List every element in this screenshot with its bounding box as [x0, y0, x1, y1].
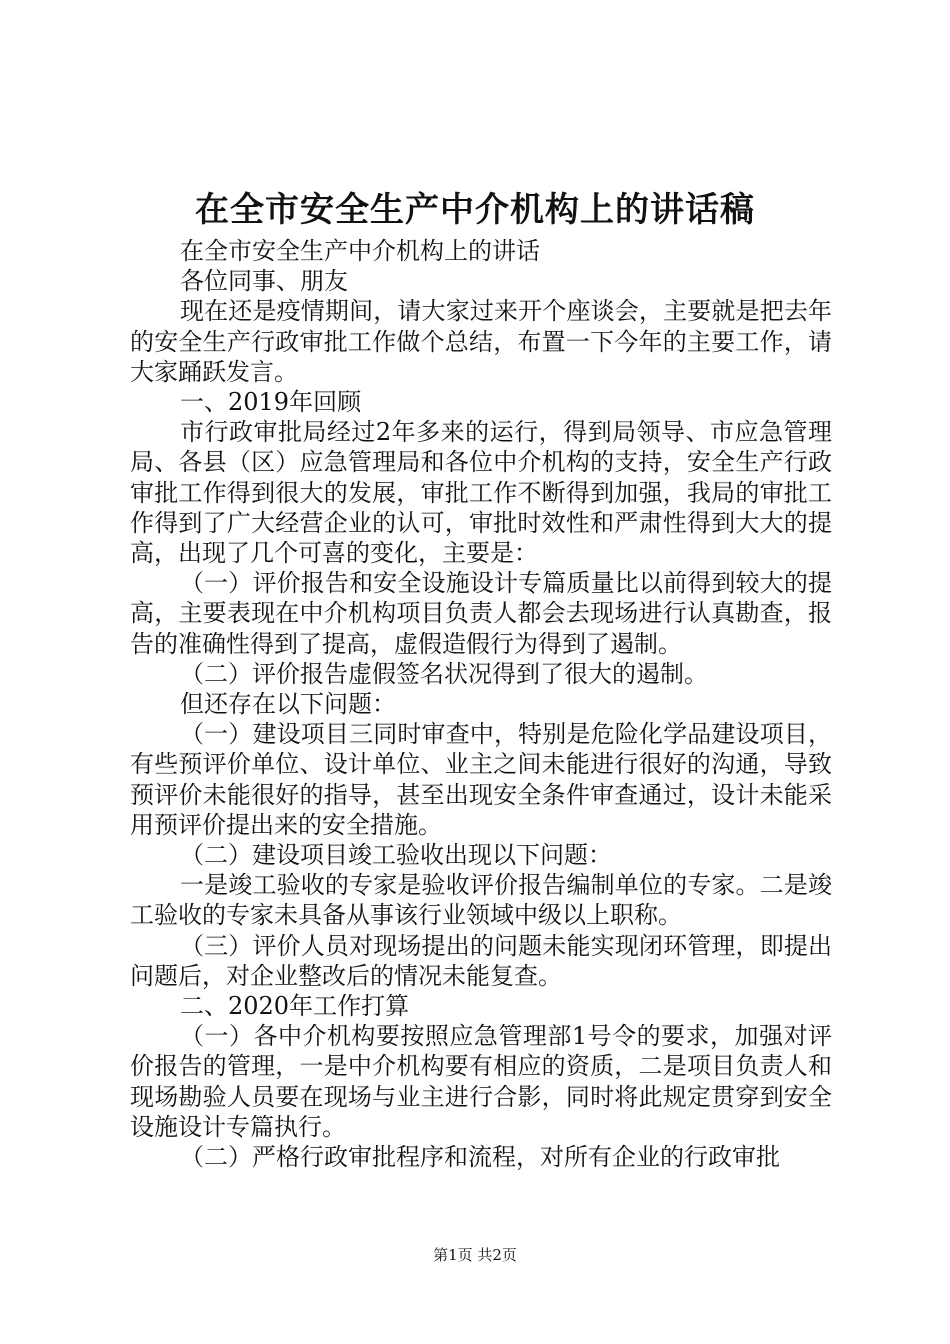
paragraph: 市行政审批局经过2年多来的运行，得到局领导、市应急管理局、各县（区）应急管理局和各位中介机构的支持，安全生产行政审批工作得到很大的发展，审批工作不断得到加强，我局的审批工作得到了广大经营企业的认可，审批时效性和严肃性得到大大的提高，出现了几个可喜的变化，主要是：	[130, 418, 832, 568]
paragraph: （一）各中介机构要按照应急管理部1号令的要求，加强对评价报告的管理，一是中介机构要有相应的资质，二是项目负责人和现场勘验人员要在现场与业主进行合影，同时将此规定贯穿到安全设施设计专篇执行。	[130, 1022, 832, 1141]
paragraph: （三）评价人员对现场提出的问题未能实现闭环管理，即提出问题后，对企业整改后的情况未能复查。	[130, 931, 832, 990]
paragraph: 在全市安全生产中介机构上的讲话	[180, 237, 540, 265]
paragraph: 现在还是疫情期间，请大家过来开个座谈会，主要就是把去年的安全生产行政审批工作做个总结，布置一下今年的主要工作，请大家踊跃发言。	[130, 297, 832, 386]
paragraph: （一）评价报告和安全设施设计专篇质量比以前得到较大的提高，主要表现在中介机构项目负责人都会去现场进行认真勘查，报告的准确性得到了提高，虚假造假行为得到了遏制。	[130, 569, 832, 658]
paragraph: 二、2020年工作打算	[180, 992, 410, 1021]
paragraph: 一、2019年回顾	[180, 388, 362, 417]
paragraph: （二）严格行政审批程序和流程，对所有企业的行政审批	[180, 1143, 780, 1172]
paragraph: （二）评价报告虚假签名状况得到了很大的遏制。	[180, 659, 708, 688]
document-title: 在全市安全生产中介机构上的讲话稿	[195, 190, 755, 230]
page-footer: 第1页 共2页	[433, 1246, 517, 1264]
paragraph: 各位同事、朋友	[180, 267, 348, 296]
paragraph: 但还存在以下问题：	[180, 690, 396, 719]
document-body	[130, 236, 832, 1172]
paragraph: （一）建设项目三同时审查中，特别是危险化学品建设项目，有些预评价单位、设计单位、业主之间未能进行很好的沟通，导致预评价未能很好的指导，甚至出现安全条件审查通过，设计未能采用预评价提出来的安全措施。	[130, 720, 832, 839]
paragraph: 一是竣工验收的专家是验收评价报告编制单位的专家。二是竣工验收的专家未具备从事该行业领域中级以上职称。	[130, 871, 832, 930]
paragraph: （二）建设项目竣工验收出现以下问题：	[180, 841, 612, 870]
